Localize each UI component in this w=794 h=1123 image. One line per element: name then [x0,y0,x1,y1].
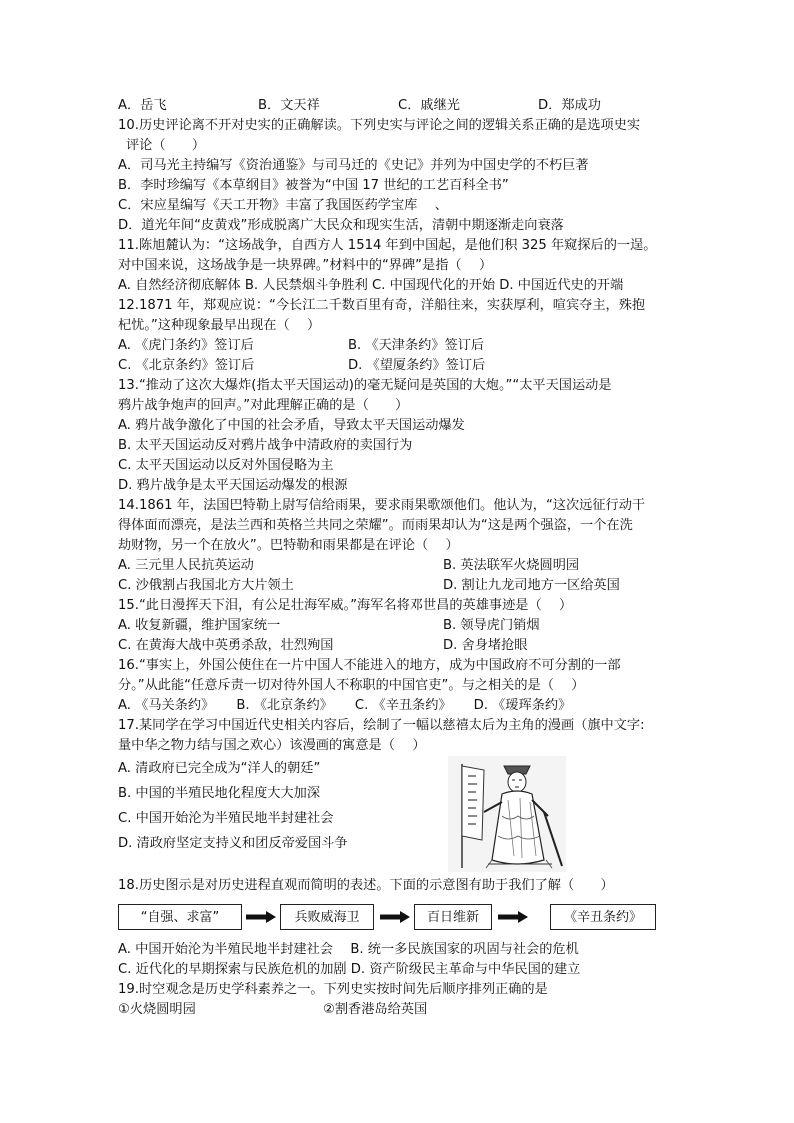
q16-stem-cont: 分。”从此能“任意斥责一切对待外国人不称职的中国官吏”。与之相关的是（ ） [118,678,585,693]
q14-stem: 14.1861 年，法国巴特勒上尉写信给雨果，要求雨果歌颂他们。他认为，“这次远征行动干 [118,498,646,513]
q16-option-b: B. 《北京条约》 [236,698,333,713]
q11-stem-cont: 对中国来说，这场战争是一块界碑。”材料中的“界碑”是指（ ） [118,258,493,273]
q9-options [118,96,678,116]
exam-page [118,96,678,1020]
q17-body [118,756,678,876]
q13-option-b: B. 太平天国运动反对鸦片战争中清政府的卖国行为 [118,438,413,453]
q10-option-b: B．李时珍编写《本草纲目》被誉为“中国 17 世纪的工艺百科全书” [118,178,509,193]
q12-option-b: B. 《天津条约》签订后 [348,338,485,353]
q14-option-d: D. 割让九龙司地方一区给英国 [443,578,620,593]
q9-option-b: B．文天祥 [258,98,320,113]
q18-options-line1: A. 中国开始沦为半殖民地半封建社会 B. 统一多民族国家的巩固与社会的危机 [118,942,579,957]
q9-option-c: C．戚继光 [398,98,460,113]
q17-stem: 17.某同学在学习中国近代史相关内容后，绘制了一幅以慈禧太后为主角的漫画（旗中文字: [118,718,645,733]
q19-items [118,1000,678,1020]
q19-stem: 19.时空观念是历史学科素养之一。下列史实按时间先后顺序排列正确的是 [118,982,548,997]
q12-option-d: D. 《望厦条约》签订后 [348,358,486,373]
q14-option-a: A. 三元里人民抗英运动 [118,558,254,573]
q13-option-a: A. 鸦片战争激化了中国的社会矛盾，导致太平天国运动爆发 [118,418,465,433]
q16-option-c: C. 《辛丑条约》 [354,698,452,713]
q9-option-a: A．岳飞 [118,98,167,113]
q17-option-c: C. 中国开始沦为半殖民地半封建社会 [118,811,334,826]
q11-stem: 11.陈旭麓认为：“这场战争，自西方人 1514 年到中国起，是他们积 325 年窥探后的一逞。 [118,238,657,253]
q16-option-a: A. 《马关条约》 [118,698,215,713]
flow-arrow-icon [380,911,410,923]
q14-option-c: C. 沙俄割占我国北方大片领土 [118,578,294,593]
q9-option-d: D．郑成功 [538,98,601,113]
q13-option-c: C. 太平天国运动以反对外国侵略为主 [118,458,334,473]
q10-option-a: A．司马光主持编写《资治通鉴》与司马迁的《史记》并列为中国史学的不朽巨著 [118,158,589,173]
cixi-cartoon-image [448,756,566,872]
q18-stem: 18.历史图示是对历史进程直观而简明的表述。下面的示意图有助于我们了解（ ） [118,878,614,893]
q16-options [118,696,678,716]
q15-option-b: B. 领导虎门销烟 [443,618,540,633]
q10-option-d: D．道光年间“皮黄戏”形成脱离广大民众和现实生活，清朝中期逐渐走向衰落 [118,218,564,233]
flow-box-boxer-protocol: 《辛丑条约》 [550,904,656,930]
q12-options-row1 [118,336,678,356]
q13-stem: 13.“推动了这次大爆炸(指太平天国运动)的毫无疑问是英国的大炮。”“太平天国运动是 [118,378,612,393]
flow-arrow-icon [246,911,276,923]
q14-stem-cont2: 劫财物，另一个在放火”。巴特勒和雨果都是在评论（ ） [118,538,459,553]
q15-option-c: C. 在黄海大战中英勇杀敌，壮烈殉国 [118,638,334,653]
q13-stem-cont: 鸦片战争炮声的回声。”对此理解正确的是（ ） [118,398,409,413]
q16-option-d: D. 《瑷珲条约》 [473,698,572,713]
q15-option-a: A. 收复新疆，维护国家统一 [118,618,281,633]
q14-stem-cont: 得体面而漂亮，是法兰西和英格兰共同之荣耀”。而雨果却认为“这是两个强盗，一个在洗 [118,518,633,533]
q18-flow-diagram [118,900,678,934]
q17-options [118,756,438,856]
flow-box-weihaiwei: 兵败威海卫 [280,904,374,930]
q17-option-a: A. 清政府已完全成为“洋人的朝廷” [118,761,321,776]
q15-option-d: D. 舍身堵抢眼 [443,638,528,653]
q17-stem-cont: 量中华之物力结与国之欢心）该漫画的寓意是（ ） [118,738,426,753]
q15-options-row2 [118,636,678,656]
q11-options: A. 自然经济彻底解体 B. 人民禁烟斗争胜利 C. 中国现代化的开始 D. 中国近代史的开端 [118,278,624,293]
q12-option-a: A. 《虎门条约》签订后 [118,338,254,353]
q12-option-c: C. 《北京条约》签订后 [118,358,255,373]
q10-option-c: C．宋应星编写《天工开物》丰富了我国医药学宝库 、 [118,198,448,213]
q12-stem: 12.1871 年，郑观应说：“今长江二千数百里有奇，洋船往来，实获厚利，喧宾夺主，殊抱 [118,298,646,313]
q17-option-b: B. 中国的半殖民地化程度大大加深 [118,786,321,801]
q17-option-d: D. 清政府坚定支持义和团反帝爱国斗争 [118,836,348,851]
q15-stem: 15.“此日漫挥天下泪，有公足壮海军威。”海军名将邓世昌的英雄事迹是（ ） [118,598,573,613]
flow-box-hundred-days: 百日维新 [414,904,492,930]
q10-stem-cont: 评论（ ） [126,138,206,153]
flow-box-self-strengthening: “自强、求富” [118,904,242,930]
q19-item-1: ①火烧圆明园 [118,1002,196,1017]
q18-options-line2: C. 近代化的早期探索与民族危机的加剧 D. 资产阶级民主革命与中华民国的建立 [118,962,581,977]
q14-options-row1 [118,556,678,576]
q19-item-2: ②割香港岛给英国 [323,1002,428,1017]
q13-option-d: D. 鸦片战争是太平天国运动爆发的根源 [118,478,348,493]
q16-stem: 16.“事实上，外国公使住在一片中国人不能进入的地方，成为中国政府不可分割的一部 [118,658,621,673]
q10-stem: 10.历史评论离不开对史实的正确解读。下列史实与评论之间的逻辑关系正确的是选项史实 [118,118,641,133]
q15-options-row1 [118,616,678,636]
q12-options-row2 [118,356,678,376]
q14-options-row2 [118,576,678,596]
q14-option-b: B. 英法联军火烧圆明园 [443,558,580,573]
flow-arrow-icon [498,911,528,923]
q12-stem-cont: 杞忧。”这种现象最早出现在（ ） [118,318,321,333]
